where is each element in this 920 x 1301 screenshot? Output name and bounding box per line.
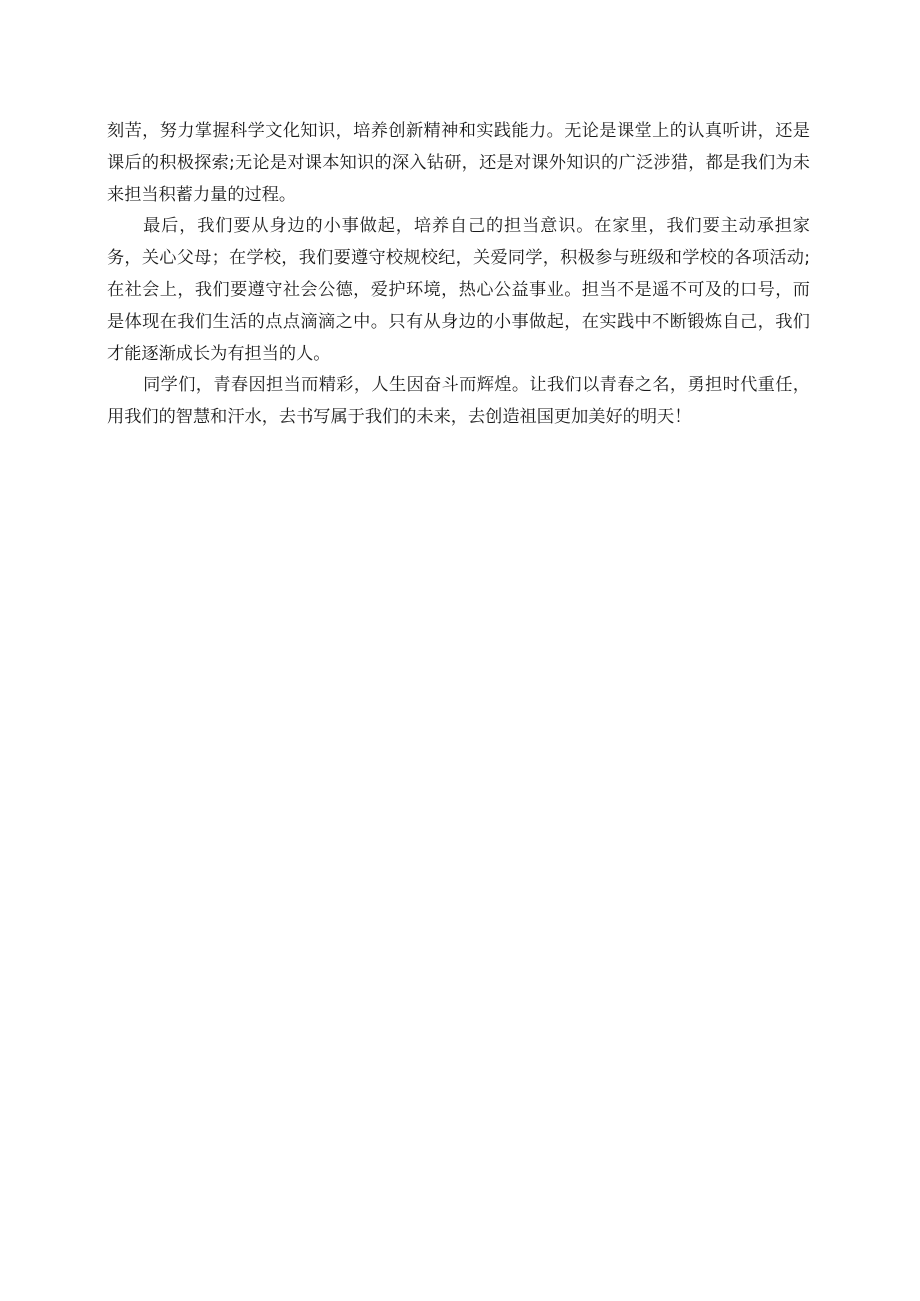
paragraph-1: 刻苦，努力掌握科学文化知识，培养创新精神和实践能力。无论是课堂上的认真听讲，还是课后的积极探索;无论是对课本知识的深入钻研，还是对课外知识的广泛涉猎，都是我们为未来担当积蓄力量的过程。 — [107, 121, 810, 205]
document-body — [107, 116, 810, 434]
paragraph-3: 同学们，青春因担当而精彩，人生因奋斗而辉煌。让我们以青春之名，勇担时代重任，用我们的智慧和汗水，去书写属于我们的未来，去创造祖国更加美好的明天！ — [107, 375, 810, 428]
paragraph-2: 最后，我们要从身边的小事做起，培养自己的担当意识。在家里，我们要主动承担家务，关心父母；在学校，我们要遵守校规校纪，关爱同学，积极参与班级和学校的各项活动;在社会上，我们要遵守社会公德，爱护环境，热心公益事业。担当不是遥不可及的口号，而是体现在我们生活的点点滴滴之中。只有从身边的小事做起，在实践中不断锻炼自己，我们才能逐渐成长为有担当的人。 — [107, 216, 810, 364]
